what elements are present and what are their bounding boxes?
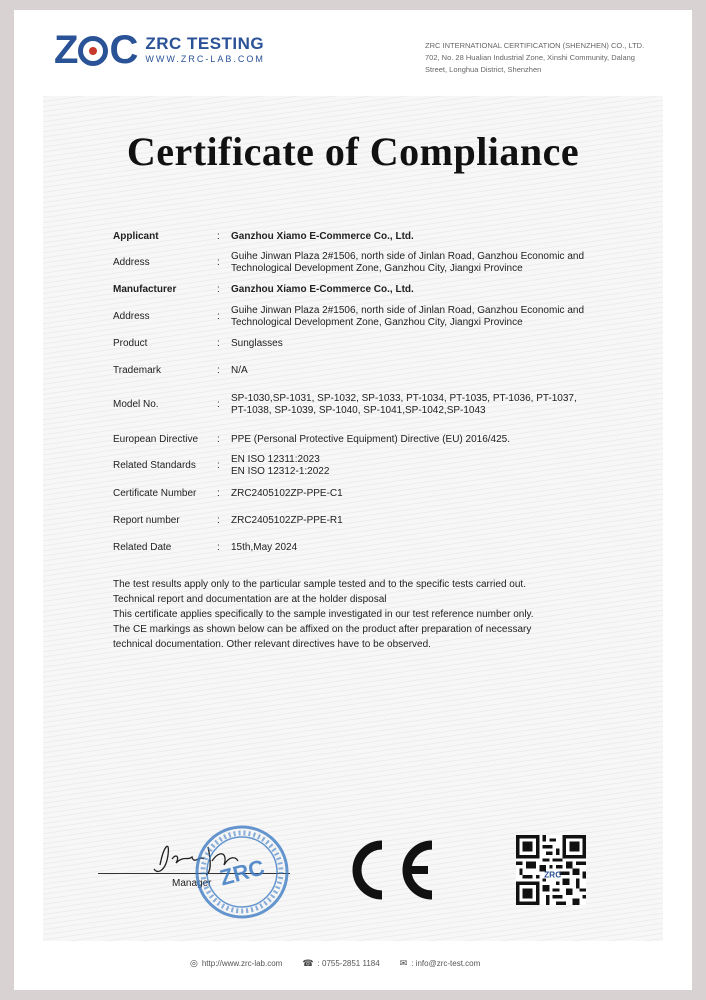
ce-mark-icon [338,835,438,905]
qr-code-icon [516,835,586,905]
logo-mark: Z C [54,28,138,72]
note-line: The CE markings as shown below can be affixed on the product after preparation of necessary [113,624,532,635]
company-info [425,40,665,76]
svg-text:ZRC: ZRC [544,869,562,880]
note-line: technical documentation. Other relevant directives have to be observed. [113,639,431,650]
footer-website: ◎ http://www.zrc-lab.com [190,958,283,968]
note-line: This certificate applies specifically to the sample investigated in our test reference number only. [113,609,534,620]
mail-icon: ✉ [399,958,408,968]
note-line: The test results apply only to the particular sample tested and to the specific tests carried out. [113,579,526,590]
phone-icon: ☎ [302,958,314,968]
footer-phone: ☎ : 0755-2851 1184 [302,958,380,968]
manager-label: Manager [172,878,212,889]
company-address-line-1: 702, No. 28 Hualian Industrial Zone, Xinshi Community, Dalang [425,53,635,62]
note-line: Technical report and documentation are at the holder disposal [113,594,387,605]
company-stamp [192,822,292,922]
logo-url: WWW.ZRC-LAB.COM [145,54,265,64]
zrc-logo [54,30,265,70]
company-address-line-2: Street, Longhua District, Shenzhen [425,65,542,74]
footer-contact [190,958,550,969]
certificate-title: Certificate of Compliance [126,129,580,174]
globe-icon: ◎ [190,958,198,968]
compliance-notes [113,577,593,652]
footer-email: ✉ : info@zrc-test.com [399,958,481,968]
company-name: ZRC INTERNATIONAL CERTIFICATION (SHENZHEN) CO., LTD. [425,41,645,50]
logo-name: ZRC TESTING [145,34,265,53]
stamp-text: ZRC [217,854,268,891]
